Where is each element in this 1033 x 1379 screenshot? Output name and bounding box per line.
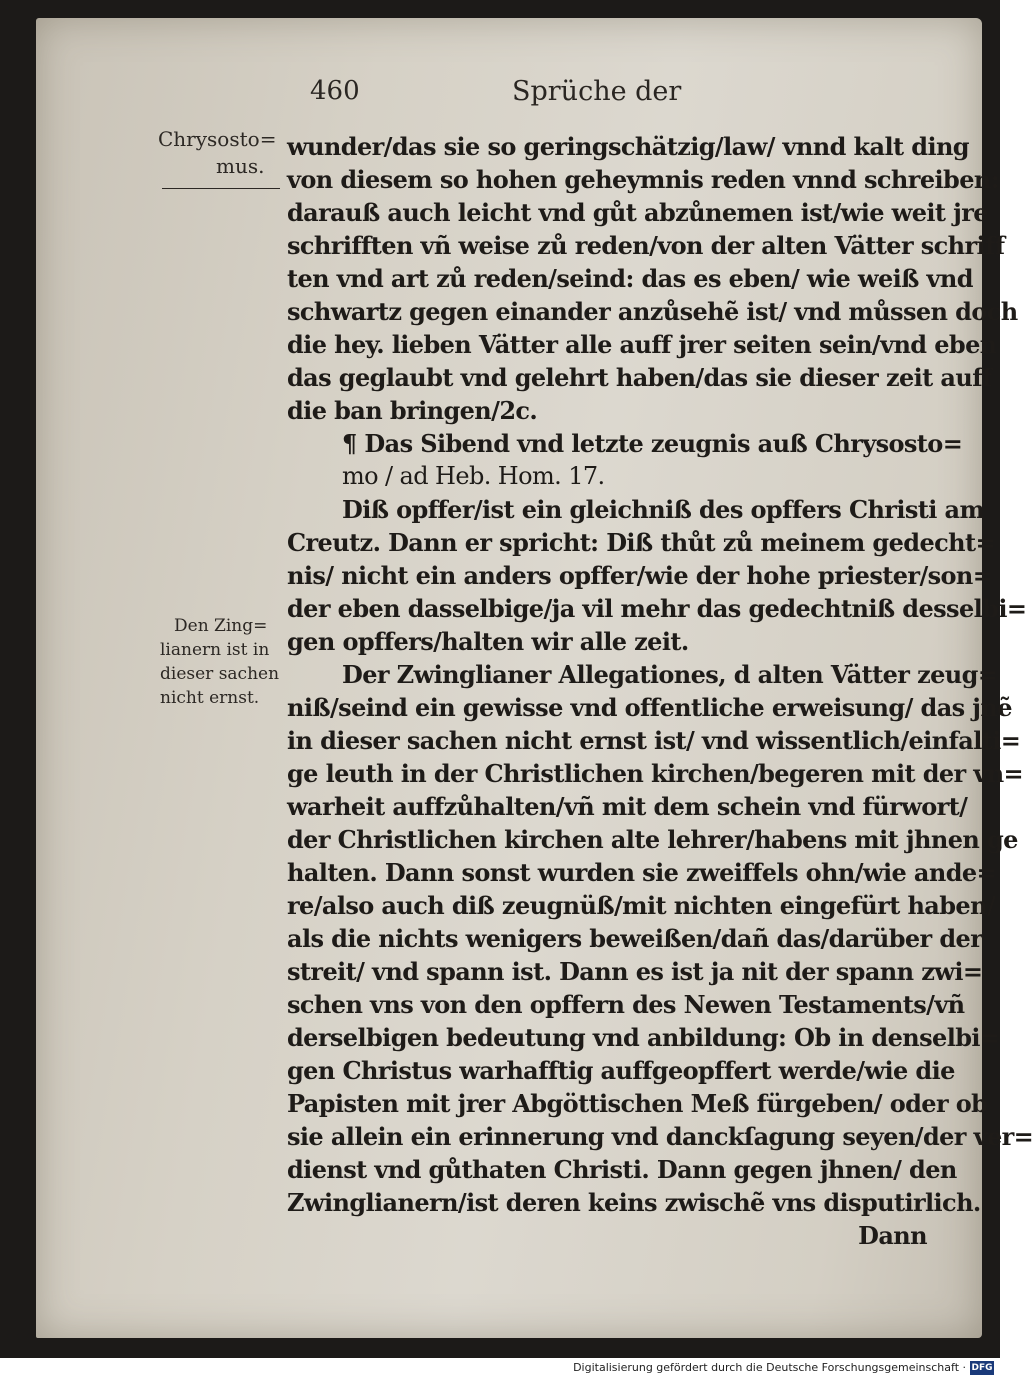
sidenote-line: lianern ist in: [160, 640, 270, 660]
page-number: 460: [310, 76, 360, 106]
text-line: in dieser sachen nicht ernst ist/ vnd wissentlich/einfalti=: [287, 726, 1021, 755]
dfg-logo: DFG: [971, 1363, 993, 1373]
text-line: die ban bringen/2c.: [287, 396, 538, 425]
text-line: niß/seind ein gewisse vnd offentliche erweisung/ das jnẽ: [287, 693, 1012, 722]
text-line: das geglaubt vnd gelehrt haben/das sie dieser zeit auff: [287, 363, 992, 392]
text-line: derselbigen bedeutung vnd anbildung: Ob in denselbi=: [287, 1023, 1000, 1052]
text-line: ten vnd art zů reden/seind: das es eben/ wie weiß vnd: [287, 264, 973, 293]
text-line: nis/ nicht ein anders opffer/wie der hohe priester/son=: [287, 561, 993, 590]
sidenote-line: dieser sachen: [160, 664, 280, 684]
text-line: sie allein ein erinnerung vnd danckſagung seyen/der ver=: [287, 1122, 1033, 1151]
text-line: der Christlichen kirchen alte lehrer/habens mit jhnen ge: [287, 825, 1018, 854]
text-line: Zwinglianern/ist deren keins zwischẽ vns disputirlich.: [287, 1188, 981, 1217]
text-line: von diesem so hohen geheymnis reden vnnd schreiben:: [287, 165, 999, 194]
text-line: halten. Dann sonst wurden sie zweiffels ohn/wie ande=: [287, 858, 997, 887]
text-line: die hey. lieben Vätter alle auff jrer seiten sein/vnd eben: [287, 330, 997, 359]
sidenote-line: mus.: [216, 154, 265, 178]
sidenote-zwinglianer: [160, 614, 288, 710]
text-line: darauß auch leicht vnd gůt abzůnemen ist/wie weit jre: [287, 198, 988, 227]
text-line: Papisten mit jrer Abgöttischen Meß fürgeben/ oder ob: [287, 1089, 988, 1118]
catchword: Dann: [858, 1221, 927, 1250]
text-line: gen opffers/halten wir alle zeit.: [287, 627, 689, 656]
text-line: schen vns von den opffern des Newen Testaments/vñ: [287, 990, 965, 1019]
text-line: schwartz gegen einander anzůsehẽ ist/ vnd můssen doch: [287, 297, 1018, 326]
text-line: Der Zwinglianer Allegationes, d alten Vätter zeug=: [342, 660, 998, 689]
text-line: wunder/das sie so geringschätzig/law/ vnnd kalt ding: [287, 132, 969, 161]
text-line: dienst vnd gůthaten Christi. Dann gegen jhnen/ den: [287, 1155, 957, 1184]
page-header: [274, 76, 694, 116]
footer-bar: [0, 1358, 1000, 1379]
sidenote-line: Chrysosto=: [158, 127, 277, 151]
running-title: Sprüche der: [512, 76, 682, 107]
text-line: warheit auffzůhalten/vñ mit dem schein vnd fürwort/: [287, 792, 968, 821]
section-heading-line: ¶ Das Sibend vnd letzte zeugnis auß Chrysosto=: [342, 429, 963, 458]
main-text-block: [287, 130, 1033, 1252]
section-heading-line: mo / ad Heb. Hom. 17.: [342, 462, 605, 490]
text-line: schrifften vñ weise zů reden/von der alten Vätter schriff: [287, 231, 1005, 260]
sidenote-line: nicht ernst.: [160, 688, 260, 708]
text-line: als die nichts wenigers beweißen/dañ das/darüber der: [287, 924, 983, 953]
text-line: ge leuth in der Christlichen kirchen/begeren mit der vn=: [287, 759, 1024, 788]
text-line: Diß opffer/ist ein gleichniß des opffers Christi am: [342, 495, 985, 524]
text-line: Creutz. Dann er spricht: Diß thůt zů meinem gedecht=: [287, 528, 995, 557]
funding-credit: Digitalisierung gefördert durch die Deutsche Forschungsgemeinschaft ·: [573, 1361, 966, 1374]
sidenote-line: Den Zing=: [174, 616, 268, 636]
text-line: gen Christus warhafftig auffgeopffert werde/wie die: [287, 1056, 955, 1085]
sidenote-rule: [162, 188, 280, 189]
text-line: der eben dasselbige/ja vil mehr das gedechtniß desselbi=: [287, 594, 1027, 623]
text-line: re/also auch diß zeugnüß/mit nichten eingefürt haben/: [287, 891, 996, 920]
sidenote-chrysostomus: [158, 126, 288, 189]
text-line: streit/ vnd spann ist. Dann es ist ja nit der spann zwi=: [287, 957, 983, 986]
